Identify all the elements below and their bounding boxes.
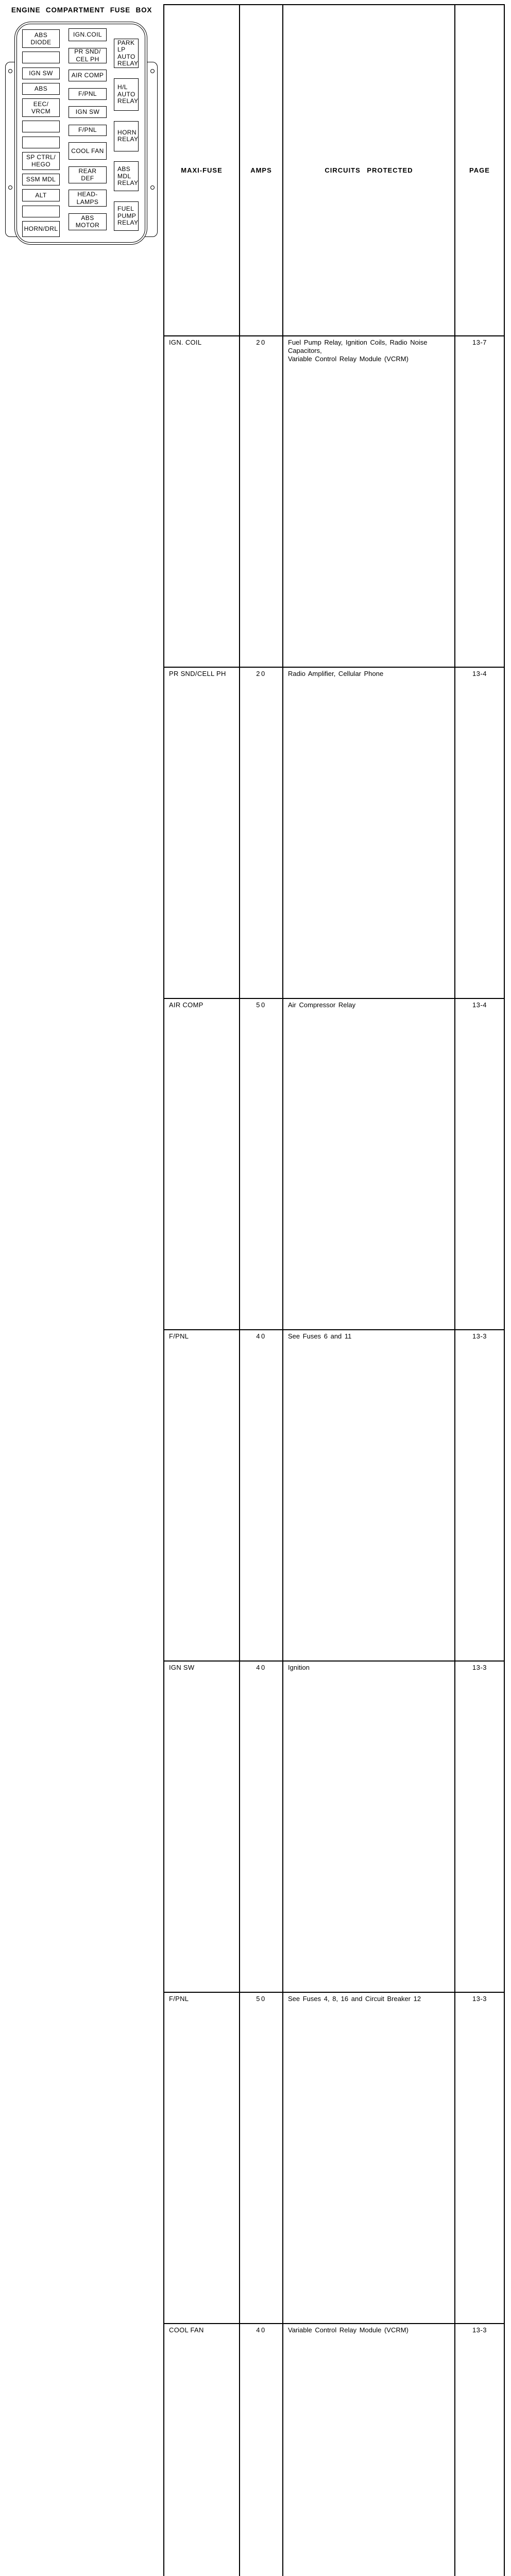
fusebox-outline (14, 22, 147, 245)
fuse-slot-air-comp (69, 70, 107, 81)
fuse-slot-ign-sw (69, 106, 107, 118)
mounting-hole-icon (8, 185, 12, 190)
fuse-slot-label: VRCM (31, 108, 50, 115)
fuse-slot-pr-snd-cel-ph (69, 48, 107, 63)
fuse-slot-label: COOL FAN (71, 147, 104, 155)
circuits-cell: Ignition (283, 1661, 455, 1992)
column-header-fuse: MAXI-FUSE (164, 5, 240, 336)
page-cell: 13-4 (455, 667, 504, 998)
circuits-cell: Radio Amplifier, Cellular Phone (283, 667, 455, 998)
circuits-cell: Fuel Pump Relay, Ignition Coils, Radio Noise Capacitors, Variable Control Relay Module (VCRM) (283, 336, 455, 667)
fuse-slot-cool-fan (69, 142, 107, 160)
mounting-hole-icon (150, 185, 155, 190)
fuse-slot-label: ABS (117, 165, 131, 173)
fuse-slot-label: ABS (34, 85, 48, 93)
fuse-slot-label: ABS (81, 214, 94, 222)
page-cell: 13-7 (455, 336, 504, 667)
amps-cell: 20 (240, 667, 283, 998)
circuits-cell: See Fuses 6 and 11 (283, 1330, 455, 1661)
fuse-table (163, 4, 505, 2576)
fuse-slot-empty (22, 206, 60, 217)
fuse-column-left (22, 29, 60, 237)
fuse-slot-label: MOTOR (75, 222, 100, 229)
table-row (164, 2324, 504, 2576)
amps-cell: 50 (240, 998, 283, 1330)
fuse-slot-sp-ctrl-hego (22, 152, 60, 170)
fuse-slot-label: H/L (117, 83, 128, 91)
table-header-row (164, 5, 504, 336)
page-cell: 13-3 (455, 1330, 504, 1661)
fuse-slot-abs-diode (22, 29, 60, 48)
fuse-slot-label: AUTO (117, 53, 135, 60)
fuse-slot-label: DEF (81, 175, 94, 182)
fuse-slot-park-lp-auto-relay (114, 39, 139, 68)
fuse-slot-abs-motor (69, 213, 107, 230)
fuse-column-middle (69, 28, 107, 230)
fuse-slot-eec-vrcm (22, 98, 60, 117)
fuse-slot-alt (22, 189, 60, 201)
fuse-slot-label: PARK (117, 39, 135, 46)
fuse-slot-label: SP CTRL/ (26, 153, 56, 161)
fuse-slot-label: FUEL (117, 205, 134, 213)
relay-column (114, 39, 139, 231)
fuse-slot-empty (22, 137, 60, 148)
fuse-slot-label: HORN (117, 128, 137, 136)
fuse-slot-horn-relay (114, 121, 139, 151)
fuse-slot-ign-coil (69, 28, 107, 41)
fuse-slot-fuel-pump-relay (114, 201, 139, 231)
fuse-slot-label: AIR COMP (71, 72, 104, 79)
table-row (164, 667, 504, 998)
table-row (164, 1661, 504, 1992)
fuse-slot-abs-mdl-relay (114, 161, 139, 191)
fuse-cell: F/PNL (164, 1992, 240, 2324)
page-cell: 13-3 (455, 2324, 504, 2576)
fusebox-diagram (0, 0, 163, 268)
fuse-slot-label: IGN SW (75, 108, 100, 116)
fuse-cell: F/PNL (164, 1330, 240, 1661)
mounting-hole-icon (150, 69, 155, 73)
fuse-slot-label: CEL PH (76, 55, 99, 63)
page-cell: 13-3 (455, 1661, 504, 1992)
fuse-slot-label: F/PNL (78, 126, 97, 134)
fuse-slot-rear-def (69, 166, 107, 183)
fuse-cell: IGN SW (164, 1661, 240, 1992)
fuse-slot-empty (22, 52, 60, 63)
table-row (164, 1330, 504, 1661)
circuits-cell: Air Compressor Relay (283, 998, 455, 1330)
fuse-slot-label: ABS (34, 31, 48, 39)
fuse-slot-label: AUTO (117, 90, 135, 98)
circuits-cell: See Fuses 4, 8, 16 and Circuit Breaker 12 (283, 1992, 455, 2324)
fuse-slot-label: SSM MDL (26, 176, 56, 183)
page-cell: 13-4 (455, 998, 504, 1330)
column-header-circuits: CIRCUITS PROTECTED (283, 5, 455, 336)
fuse-slot-label: HORN/DRL (24, 225, 58, 233)
fuse-slot-label: LAMPS (76, 198, 99, 206)
fuse-slot-f-pnl (69, 88, 107, 100)
circuits-cell: Variable Control Relay Module (VCRM) (283, 2324, 455, 2576)
fuse-slot-horn-drl (22, 221, 60, 237)
fuse-slot-label: F/PNL (78, 90, 97, 97)
column-header-amps: AMPS (240, 5, 283, 336)
fuse-slot-abs (22, 83, 60, 95)
fuse-slot-label: LP (117, 46, 126, 53)
fuse-slot-label: PUMP (117, 212, 137, 219)
fuse-slot-label: EEC/ (33, 100, 49, 108)
column-header-page: PAGE (455, 5, 504, 336)
table-row (164, 336, 504, 667)
fuse-cell: PR SND/CELL PH (164, 667, 240, 998)
fuse-slot-head-lamps (69, 190, 107, 207)
fuse-slot-label: DIODE (30, 39, 52, 46)
fuse-slot-empty (22, 121, 60, 132)
table-row (164, 998, 504, 1330)
fuse-cell: COOL FAN (164, 2324, 240, 2576)
fuse-slot-label: REAR (78, 167, 97, 175)
fuse-slot-label: PR SND/ (74, 48, 101, 56)
amps-cell: 50 (240, 1992, 283, 2324)
amps-cell: 40 (240, 1330, 283, 1661)
fuse-slot-label: IGN SW (29, 69, 53, 77)
fuse-slot-f-pnl (69, 125, 107, 136)
fuse-slot-label: MDL (117, 172, 131, 180)
amps-cell: 20 (240, 336, 283, 667)
fuse-slot-label: RELAY (117, 135, 139, 143)
fuse-slot-label: IGN.COIL (73, 31, 102, 39)
table-row (164, 1992, 504, 2324)
amps-cell: 40 (240, 1661, 283, 1992)
fuse-slot-h-l-auto-relay (114, 78, 139, 111)
fuse-slot-label: RELAY (117, 219, 139, 227)
fuse-slot-label: RELAY (117, 179, 139, 187)
amps-cell: 40 (240, 2324, 283, 2576)
fuse-slot-label: ALT (35, 192, 47, 199)
fuse-slot-ign-sw (22, 67, 60, 79)
page-cell: 13-3 (455, 1992, 504, 2324)
fuse-cell: IGN. COIL (164, 336, 240, 667)
fuse-cell: AIR COMP (164, 998, 240, 1330)
fuse-slot-ssm-mdl (22, 174, 60, 185)
fuse-slot-label: HEAD- (77, 191, 98, 198)
fuse-slot-label: HEGO (31, 161, 50, 168)
diagram-title: ENGINE COMPARTMENT FUSE BOX (11, 6, 152, 14)
fuse-slot-label: RELAY (117, 60, 139, 67)
fuse-slot-label: RELAY (117, 97, 139, 105)
mounting-hole-icon (8, 69, 12, 73)
